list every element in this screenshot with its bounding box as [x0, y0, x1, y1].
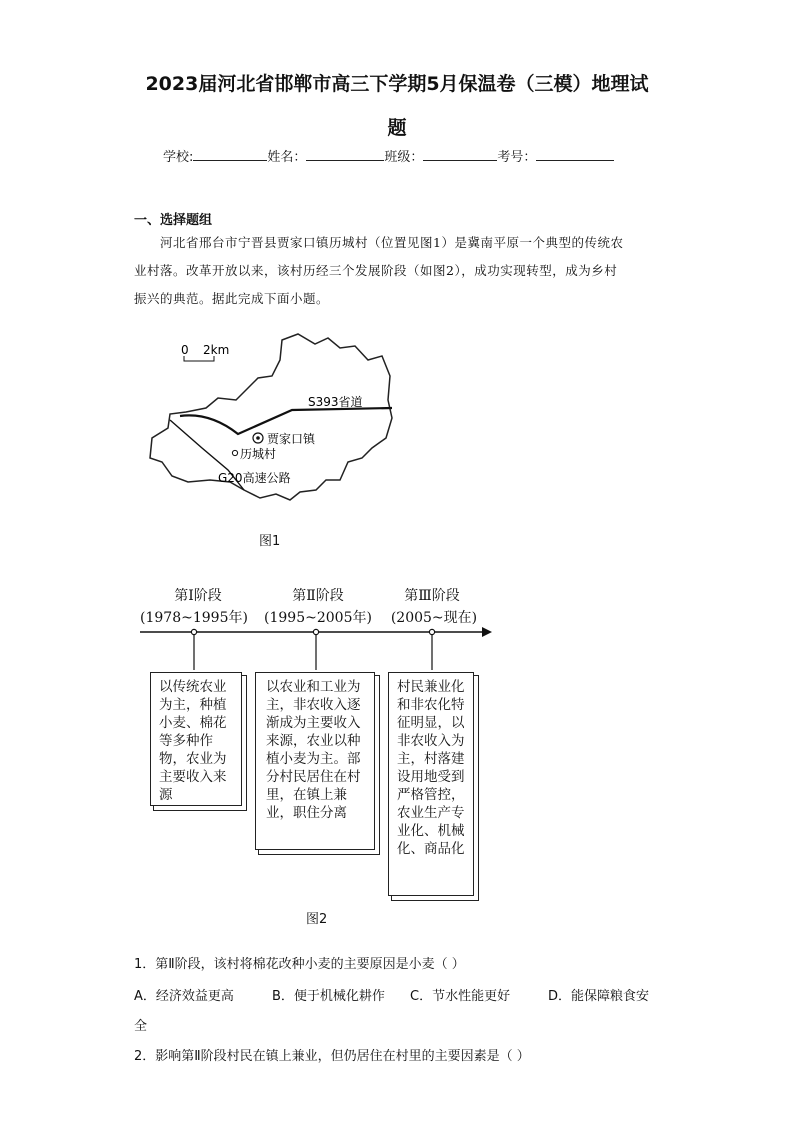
stage3-marker [429, 629, 434, 634]
q1-option-d-continued: 全 [134, 1019, 148, 1034]
exam-title-line2: 题 [387, 117, 407, 139]
intro-line-1: 河北省邢台市宁晋县贾家口镇历城村（位置见图1）是冀南平原一个典型的传统农 [160, 235, 624, 250]
stage1-name: 第Ⅰ阶段 [174, 588, 222, 604]
school-label: 学校: [163, 150, 194, 165]
exam-no-label: 考号： [497, 150, 537, 165]
stage1-marker [191, 629, 196, 634]
exam-title-line1: 2023届河北省邯郸市高三下学期5月保温卷（三模）地理试 [145, 73, 649, 95]
intro-line-2: 业村落。改革开放以来，该村历经三个发展阶段（如图2），成功实现转型，成为乡村 [134, 263, 618, 278]
intro-line-3: 振兴的典范。据此完成下面小题。 [134, 291, 330, 306]
name-blank[interactable] [306, 146, 384, 161]
section-heading: 一、选择题组 [134, 213, 213, 228]
stage2-marker [313, 629, 318, 634]
stage1-box: 以传统农业 为主，种植 小麦、棉花 等多种作 物，农业为 主要收入来 源 [150, 672, 242, 806]
figure2-caption: 图2 [306, 912, 328, 927]
figure1-map [140, 330, 410, 505]
stage2-box: 以农业和工业为 主，非农收入逐 渐成为主要收入 来源，农业以种 植小麦为主。部 分村民居住在村 里，在镇上兼 业，职住分离 [255, 672, 375, 850]
s393-label: S393省道 [308, 395, 363, 409]
q1-option-d[interactable]: D．能保障粮食安 [548, 989, 650, 1004]
question-1-stem: 1．第Ⅱ阶段，该村将棉花改种小麦的主要原因是小麦（ ） [134, 957, 465, 972]
village-symbol [232, 450, 237, 455]
scale-km-label: 2km [203, 343, 230, 357]
class-label: 班级： [384, 150, 424, 165]
name-label: 姓名： [267, 150, 307, 165]
timeline-axis [130, 622, 500, 672]
stage3-name: 第Ⅲ阶段 [404, 588, 460, 604]
scale-zero-label: 0 [181, 343, 189, 357]
town-label: 贾家口镇 [267, 432, 316, 446]
q1-option-a[interactable]: A．经济效益更高 [134, 989, 234, 1004]
school-blank[interactable] [193, 146, 267, 161]
stage1-period: (1978~1995年) [140, 610, 248, 626]
student-info-line [163, 146, 614, 165]
class-blank[interactable] [423, 146, 497, 161]
stage2-name: 第Ⅱ阶段 [292, 588, 344, 604]
exam-no-blank[interactable] [536, 146, 614, 161]
question-2-stem: 2．影响第Ⅱ阶段村民在镇上兼业，但仍居住在村里的主要因素是（ ） [134, 1049, 530, 1064]
road-s393-line [180, 408, 392, 434]
q1-option-b[interactable]: B．便于机械化耕作 [272, 989, 385, 1004]
figure1-caption: 图1 [259, 534, 281, 549]
q1-option-c[interactable]: C．节水性能更好 [410, 989, 511, 1004]
timeline-arrow-icon [482, 627, 492, 637]
village-label: 历城村 [240, 447, 277, 461]
stage3-period: (2005~现在) [390, 610, 478, 626]
g20-label: G20高速公路 [218, 471, 291, 485]
stage3-box: 村民兼业化 和非农化特 征明显，以 非农收入为 主，村落建 设用地受到 严格管控， 农业生产专 业化、机械 化、商品化 [388, 672, 474, 896]
stage2-period: (1995~2005年) [264, 610, 372, 626]
